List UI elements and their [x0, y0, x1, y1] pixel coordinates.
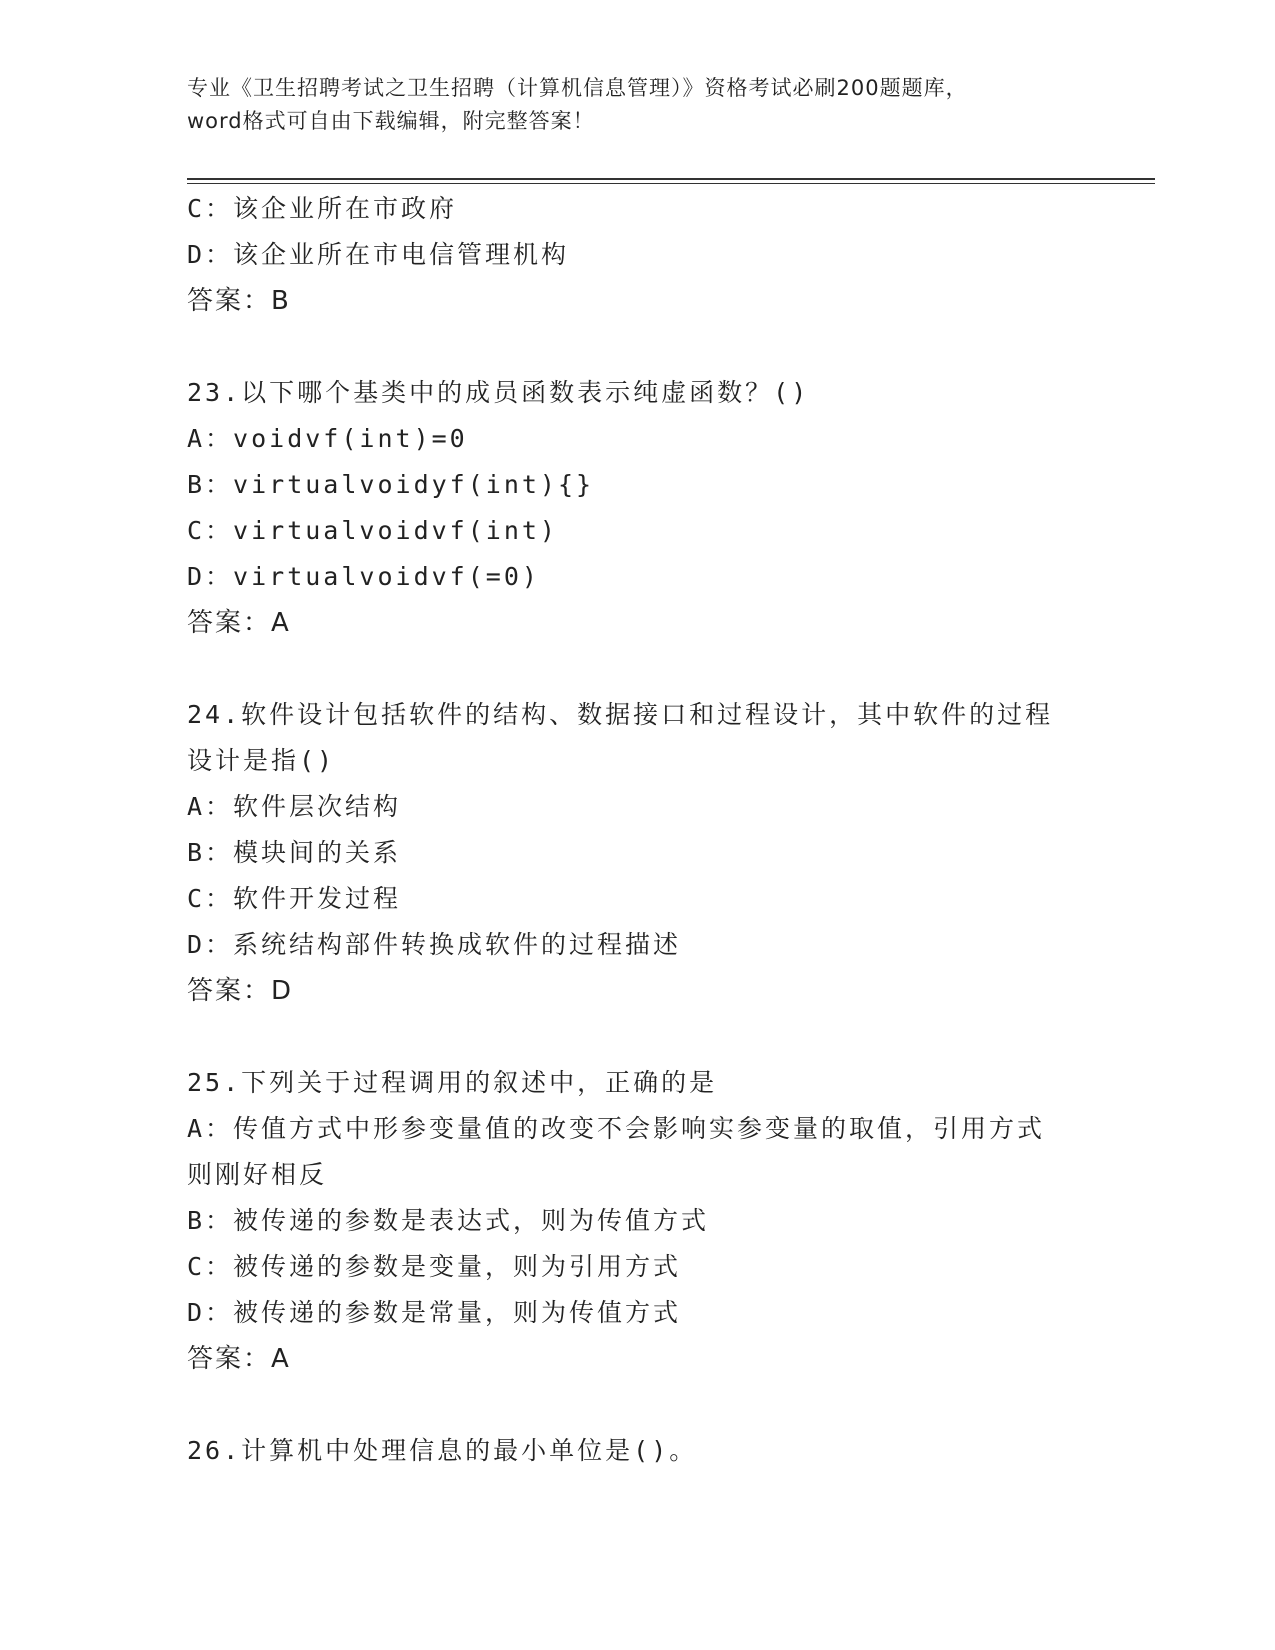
option-a: A：传值方式中形参变量值的改变不会影响实参变量的取值，引用方式 — [187, 1114, 1046, 1143]
option-c: C：virtualvoidvf(int) — [187, 516, 558, 545]
question-text: 24.软件设计包括软件的结构、数据接口和过程设计，其中软件的过程 — [187, 700, 1054, 729]
option-a-continued: 则刚好相反 — [187, 1160, 328, 1189]
answer-line: 答案：D — [187, 976, 294, 1006]
question-block-22 — [187, 186, 1087, 324]
header-divider-thin — [187, 183, 1155, 184]
question-block-26 — [187, 1428, 1087, 1474]
answer-line: 答案：B — [187, 286, 291, 316]
question-text-continued: 设计是指() — [187, 746, 336, 775]
option-d: D：virtualvoidvf(=0) — [187, 562, 540, 591]
question-block-23 — [187, 370, 1087, 646]
option-d: D：该企业所在市电信管理机构 — [187, 240, 570, 269]
option-c: C：软件开发过程 — [187, 884, 402, 913]
header-line-2: word格式可自由下载编辑，附完整答案！ — [187, 109, 595, 133]
option-a: A：软件层次结构 — [187, 792, 402, 821]
answer-line: 答案：A — [187, 1344, 291, 1374]
question-text: 26.计算机中处理信息的最小单位是()。 — [187, 1436, 698, 1465]
header-line-1: 专业《卫生招聘考试之卫生招聘（计算机信息管理）》资格考试必刷200题题库， — [187, 76, 968, 100]
document-header — [187, 72, 1087, 138]
option-b: B：virtualvoidyf(int){} — [187, 470, 595, 499]
question-list — [187, 186, 1087, 1474]
spacer — [187, 324, 1087, 370]
spacer — [187, 646, 1087, 692]
option-d: D：系统结构部件转换成软件的过程描述 — [187, 930, 682, 959]
option-b: B：模块间的关系 — [187, 838, 402, 867]
spacer — [187, 1014, 1087, 1060]
question-block-24 — [187, 692, 1087, 1014]
option-d: D：被传递的参数是常量，则为传值方式 — [187, 1298, 682, 1327]
header-divider-thick — [187, 178, 1155, 180]
answer-line: 答案：A — [187, 608, 291, 638]
option-c: C：该企业所在市政府 — [187, 194, 458, 223]
option-c: C：被传递的参数是变量，则为引用方式 — [187, 1252, 682, 1281]
question-text: 23.以下哪个基类中的成员函数表示纯虚函数？() — [187, 378, 810, 407]
option-b: B：被传递的参数是表达式，则为传值方式 — [187, 1206, 710, 1235]
option-a: A：voidvf(int)=0 — [187, 424, 468, 453]
question-text: 25.下列关于过程调用的叙述中，正确的是 — [187, 1068, 718, 1097]
question-block-25 — [187, 1060, 1087, 1382]
spacer — [187, 1382, 1087, 1428]
